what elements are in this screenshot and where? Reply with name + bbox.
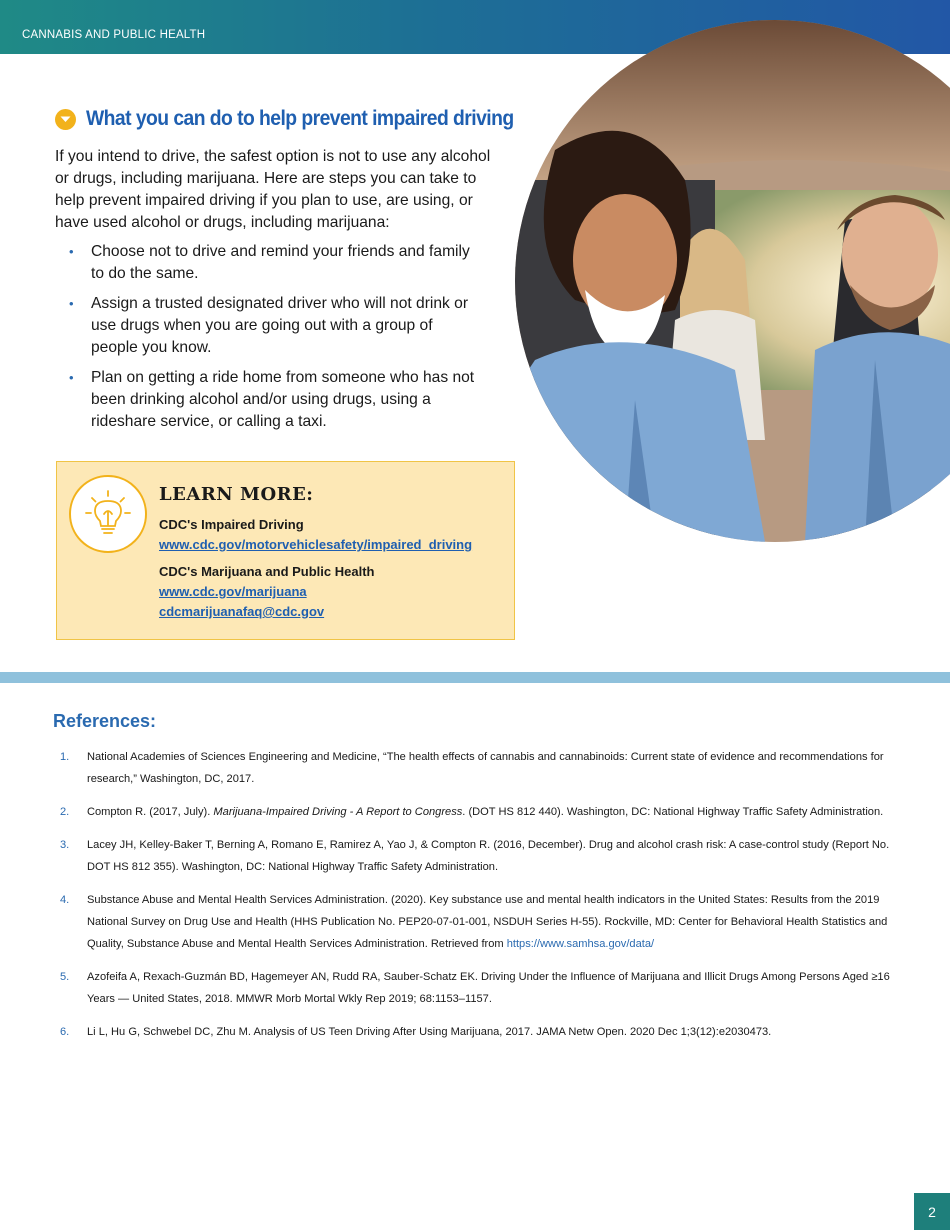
link-impaired-driving[interactable]: www.cdc.gov/motorvehiclesafety/impaired_driving (159, 537, 473, 552)
link-faq-email[interactable]: cdcmarijuanafaq@cdc.gov (159, 604, 325, 619)
section-divider (0, 672, 950, 683)
list-item (62, 367, 482, 433)
reference-text: Azofeifa A, Rexach-Guzmán BD, Hagemeyer AN, Rudd RA, Sauber-Schatz EK. Driving Under the Influence of Marijuana and Illicit Drugs Among Persons Aged ≥16 Years — United States, 2018. MMWR Morb Mortal Wkly Rep 2019; 68:1153–1157. (87, 971, 890, 1005)
learn-more-box (56, 461, 515, 640)
bullet-icon: • (69, 370, 74, 385)
header-label: CANNABIS AND PUBLIC HEALTH (22, 29, 206, 41)
references-heading: References: (53, 711, 157, 731)
lightbulb-icon (69, 475, 147, 553)
resource-label-impaired-driving: CDC's Impaired Driving (159, 517, 304, 532)
reference-text (87, 801, 895, 823)
link-samhsa-data[interactable]: https://www.samhsa.gov/data/ (506, 938, 655, 950)
reference-item (60, 966, 895, 1010)
reference-text-pre: Compton R. (2017, July). (87, 806, 214, 818)
reference-title-italic: Marijuana-Impaired Driving - A Report to Congress (213, 806, 463, 818)
reference-number: 1. (60, 751, 70, 763)
list-item-text: Plan on getting a ride home from someone who has not been drinking alcohol and/or using drugs, using a rideshare service, or calling a taxi. (91, 369, 475, 430)
reference-number: 6. (60, 1026, 70, 1038)
list-item (62, 293, 482, 359)
chevron-down-icon (55, 109, 76, 130)
resource-label-marijuana-health: CDC's Marijuana and Public Health (159, 564, 375, 579)
reference-number: 4. (60, 894, 70, 906)
reference-text-post: . (DOT HS 812 440). Washington, DC: National Highway Traffic Safety Administration. (462, 806, 884, 818)
reference-number: 2. (60, 806, 70, 818)
list-item-text: Choose not to drive and remind your friends and family to do the same. (91, 243, 470, 282)
section-heading (55, 107, 551, 131)
reference-text: Li L, Hu G, Schwebel DC, Zhu M. Analysis of US Teen Driving After Using Marijuana, 2017. JAMA Netw Open. 2020 Dec 1;3(12):e2030473. (87, 1026, 772, 1038)
bullet-icon: • (69, 244, 74, 259)
page-number: 2 (914, 1193, 950, 1230)
reference-text-body: Substance Abuse and Mental Health Services Administration. (2020). Key substance use and mental health indicators in the United States: Results from the 2019 National Survey on Drug Use and Health (HHS Publication No. PEP20-07-01-001, NSDUH Series H-55). Rockville, MD: Center for Behavioral Health Statistics and Quality, Substance Abuse and Mental Health Services Administration. Retrieved from (87, 894, 888, 950)
reference-item (60, 834, 895, 878)
list-item-text: Assign a trusted designated driver who will not drink or use drugs when you are going out with a group of people you know. (91, 295, 469, 356)
reference-text: National Academies of Sciences Engineering and Medicine, “The health effects of cannabis and cannabinoids: Current state of evidence and recommendations for research,” Washington, DC, 2017. (87, 751, 884, 785)
references-list (60, 746, 895, 1054)
bullet-icon: • (69, 296, 74, 311)
prevention-steps-list (62, 241, 482, 441)
reference-item (60, 1021, 895, 1043)
section-title: What you can do to help prevent impaired driving (86, 107, 514, 130)
intro-paragraph: If you intend to drive, the safest option is not to use any alcohol or drugs, including marijuana. Here are steps you can take to help prevent impaired driving if you plan to use, are using, or have used alcohol or drugs, including marijuana: (55, 148, 491, 231)
reference-item (60, 889, 895, 955)
reference-item (60, 746, 895, 790)
reference-number: 3. (60, 839, 70, 851)
reference-text: Lacey JH, Kelley-Baker T, Berning A, Romano E, Ramirez A, Yao J, & Compton R. (2016, December). Drug and alcohol crash risk: A case-control study (Report No. DOT HS 812 355). Washington, DC: National Highway Traffic Safety Administration. (87, 839, 890, 873)
learn-more-title: LEARN MORE: (159, 484, 314, 505)
reference-number: 5. (60, 971, 70, 983)
reference-text (87, 889, 895, 955)
list-item (62, 241, 482, 285)
car-passengers-photo (515, 20, 950, 542)
reference-item (60, 801, 895, 823)
link-marijuana[interactable]: www.cdc.gov/marijuana (159, 584, 307, 599)
